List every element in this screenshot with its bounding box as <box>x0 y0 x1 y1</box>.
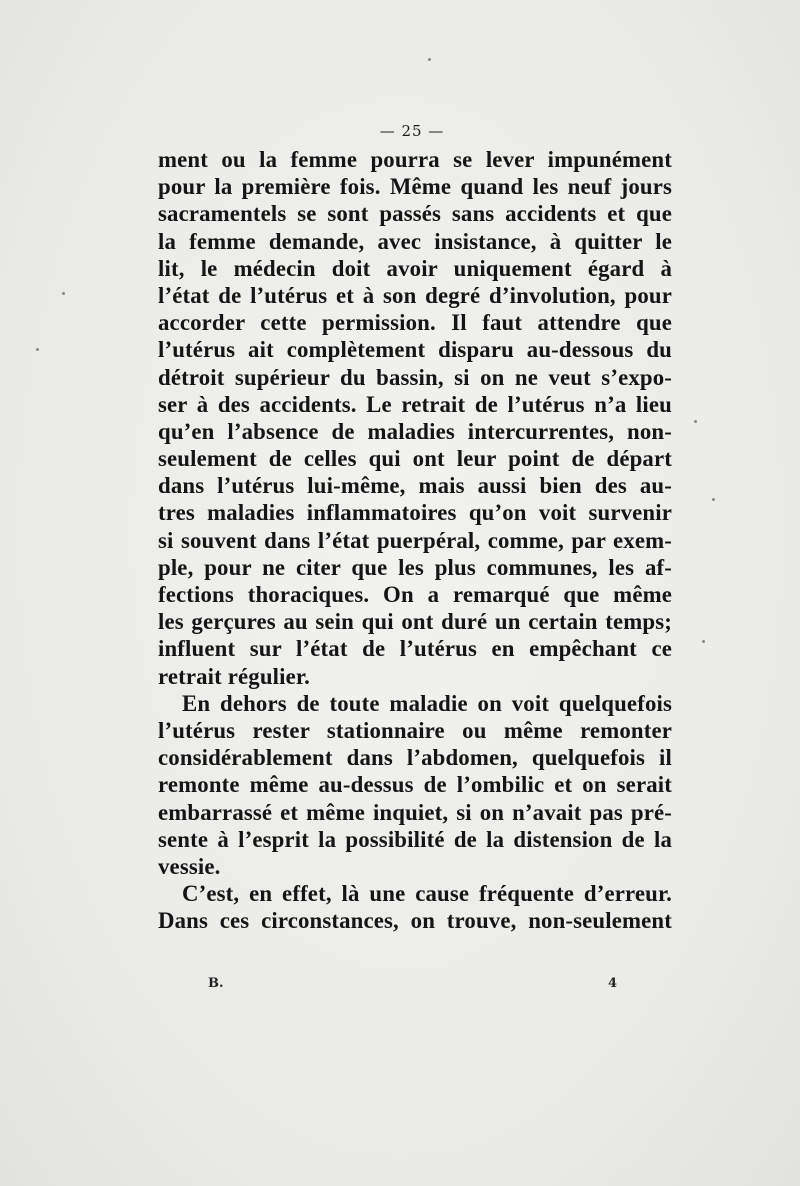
scan-speck <box>428 58 431 61</box>
text-line: ple, pour ne citer que les plus communes, les af- <box>158 554 672 580</box>
text-line: dans l’utérus lui-même, mais aussi bien des au- <box>158 473 672 499</box>
text-line: remonte même au-dessus de l’ombilic et on serait <box>158 772 672 798</box>
signature-mark: B. <box>208 976 224 991</box>
text-line: qu’en l’absence de maladies intercurrentes, non- <box>158 418 672 444</box>
text-line: C’est, en effet, là une cause fréquente d’erreur. <box>182 881 672 907</box>
scan-speck <box>702 640 705 643</box>
text-line: ser à des accidents. Le retrait de l’utérus n’a lieu <box>158 391 672 417</box>
text-line: sente à l’esprit la possibilité de la distension de la <box>158 826 672 852</box>
text-line: embarrassé et même inquiet, si on n’avait pas pré- <box>158 799 672 825</box>
body-text <box>158 146 672 934</box>
text-line: fections thoraciques. On a remarqué que même <box>158 582 672 607</box>
text-line: pour la première fois. Même quand les neuf jours <box>158 174 672 200</box>
text-line: considérablement dans l’abdomen, quelquefois il <box>158 745 672 771</box>
text-line: l’état de l’utérus et à son degré d’involution, pour <box>158 282 672 308</box>
text-line: la femme demande, avec insistance, à quitter le <box>158 228 672 254</box>
text-line: les gerçures au sein qui ont duré un certain temps; <box>158 609 672 635</box>
text-line: seulement de celles qui ont leur point de départ <box>158 446 672 472</box>
page-footer <box>0 976 800 996</box>
text-line: l’utérus ait complètement disparu au-dessous du <box>158 337 672 363</box>
text-line: sacramentels se sont passés sans accidents et que <box>158 201 672 227</box>
text-line: lit, le médecin doit avoir uniquement égard à <box>158 255 672 281</box>
text-line: si souvent dans l’état puerpéral, comme, par exem- <box>158 527 672 553</box>
text-line: accorder cette permission. Il faut attendre que <box>158 310 672 336</box>
text-line: influent sur l’état de l’utérus en empêchant ce <box>158 636 672 662</box>
text-line: En dehors de toute maladie on voit quelquefois <box>182 690 672 716</box>
scan-speck <box>62 292 65 295</box>
page-number: — 25 — <box>379 122 445 140</box>
scan-speck <box>694 420 697 423</box>
text-line: Dans ces circonstances, on trouve, non-seulement <box>158 908 672 934</box>
gathering-number: 4 <box>608 976 618 991</box>
scan-speck <box>712 498 715 501</box>
text-line: vessie. <box>158 853 221 879</box>
text-line: détroit supérieur du bassin, si on ne veut s’expo- <box>158 364 672 390</box>
text-line: retrait régulier. <box>158 663 310 689</box>
text-line: tres maladies inflammatoires qu’on voit survenir <box>158 500 672 526</box>
scan-speck <box>36 348 39 351</box>
text-line: l’utérus rester stationnaire ou même remonter <box>158 717 672 743</box>
text-line: ment ou la femme pourra se lever impunément <box>158 147 672 172</box>
